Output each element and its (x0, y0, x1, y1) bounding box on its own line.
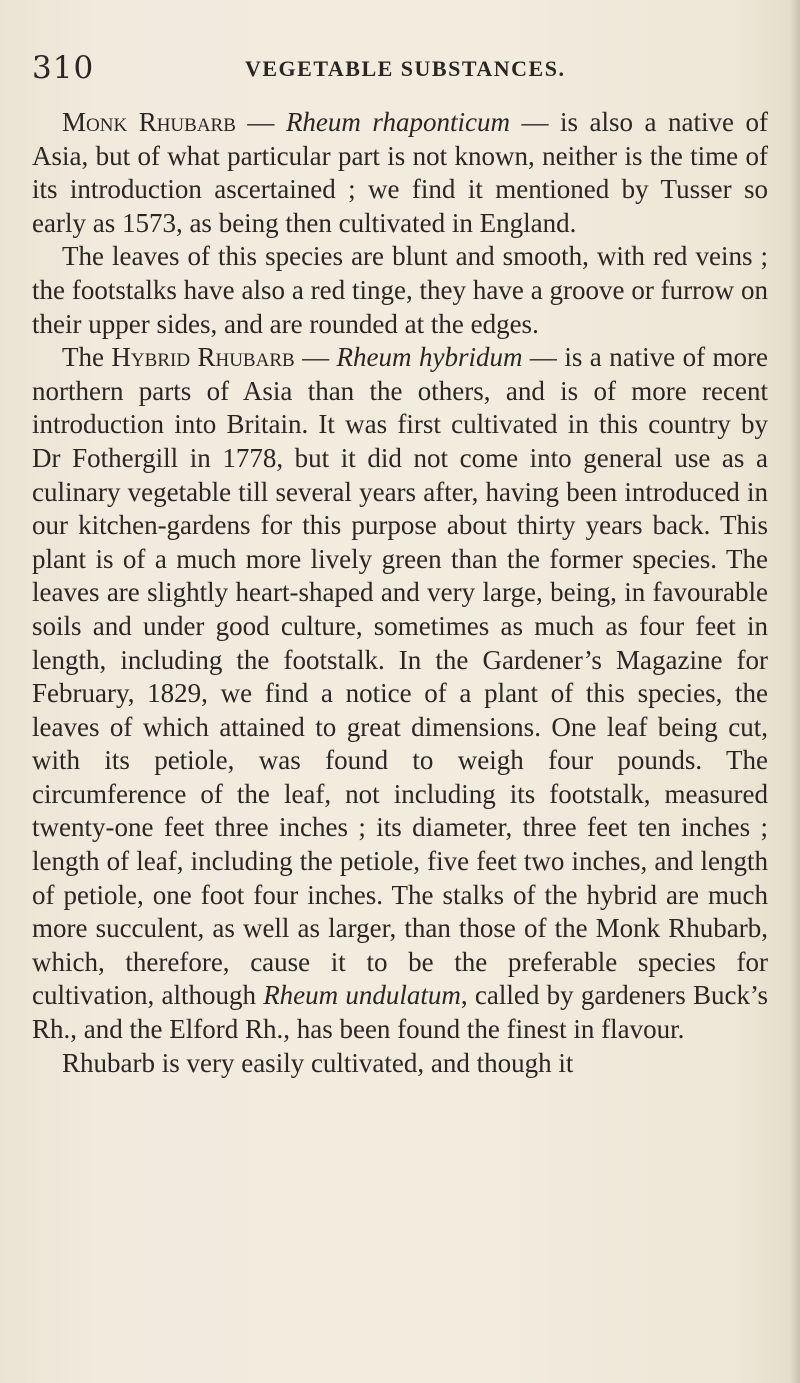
latin-name-hybridum: Rheum hybridum (336, 342, 523, 373)
paragraph-lead: The (62, 342, 112, 373)
paragraph-monk-rhubarb (32, 106, 768, 240)
paragraph-text: — is also a native of Asia, but of what particular part is not known, neither is the time of its introduction ascertained ; we find it mentioned by Tusser so early as 1573, as being then cultivated in England. (32, 107, 768, 238)
paragraph-text: , called by gardeners Buck’s Rh., and the Elford Rh., has been found the finest in flavour. (32, 980, 768, 1045)
page-number: 310 (32, 50, 95, 86)
page-edge-shadow (790, 0, 800, 1383)
dash: — (294, 342, 337, 373)
page-header (32, 50, 772, 92)
paragraph-cultivation: Rhubarb is very easily cultivated, and though it (62, 1047, 574, 1078)
paragraph-text: — is a native of more northern parts of Asia than the others, and is of more recent introduction into Britain. It was first cultivated in this country by Dr Fothergill in 1778, but it did not come into general use as a culinary vegetable till several years after, having been introduced in our kitchen-gardens for this purpose about thirty years back. This plant is of a much more lively green than the former species. The leaves are slightly heart-shaped and very large, being, in favourable soils and under good culture, sometimes as much as four feet in length, including the footstalk. In the Gardener’s Magazine for February, 1829, we find a notice of a plant of this species, the leaves of which attained to great dimensions. One leaf being cut, with its petiole, was found to weigh four pounds. The circumference of the leaf, not including its footstalk, measured twenty-one feet three inches ; its diameter, three feet ten inches ; length of leaf, including the petiole, five feet two inches, and length of petiole, one foot four inches. The stalks of the hybrid are much more succulent, as well as larger, than those of the Monk Rhubarb, which, therefore, cause it to be the preferable species for cultivation, although (32, 342, 769, 1011)
paragraph-hybrid-rhubarb (32, 341, 768, 1046)
dash: — (235, 107, 286, 137)
latin-name-undulatum: Rheum undulatum (263, 980, 461, 1011)
latin-name-rhaponticum: Rheum rhaponticum (285, 107, 510, 137)
body-text (32, 106, 768, 1080)
running-title: VEGETABLE SUBSTANCES. (245, 56, 566, 81)
paragraph-leaves: The leaves of this species are blunt and smooth, with red veins ; the footstalks have also a red tinge, they have a groove or furrow on their upper sides, and are rounded at the edges. (32, 241, 768, 339)
hybrid-rhubarb-heading: Hybrid Rhubarb (111, 342, 295, 373)
monk-rhubarb-heading: Monk Rhubarb (62, 107, 236, 137)
